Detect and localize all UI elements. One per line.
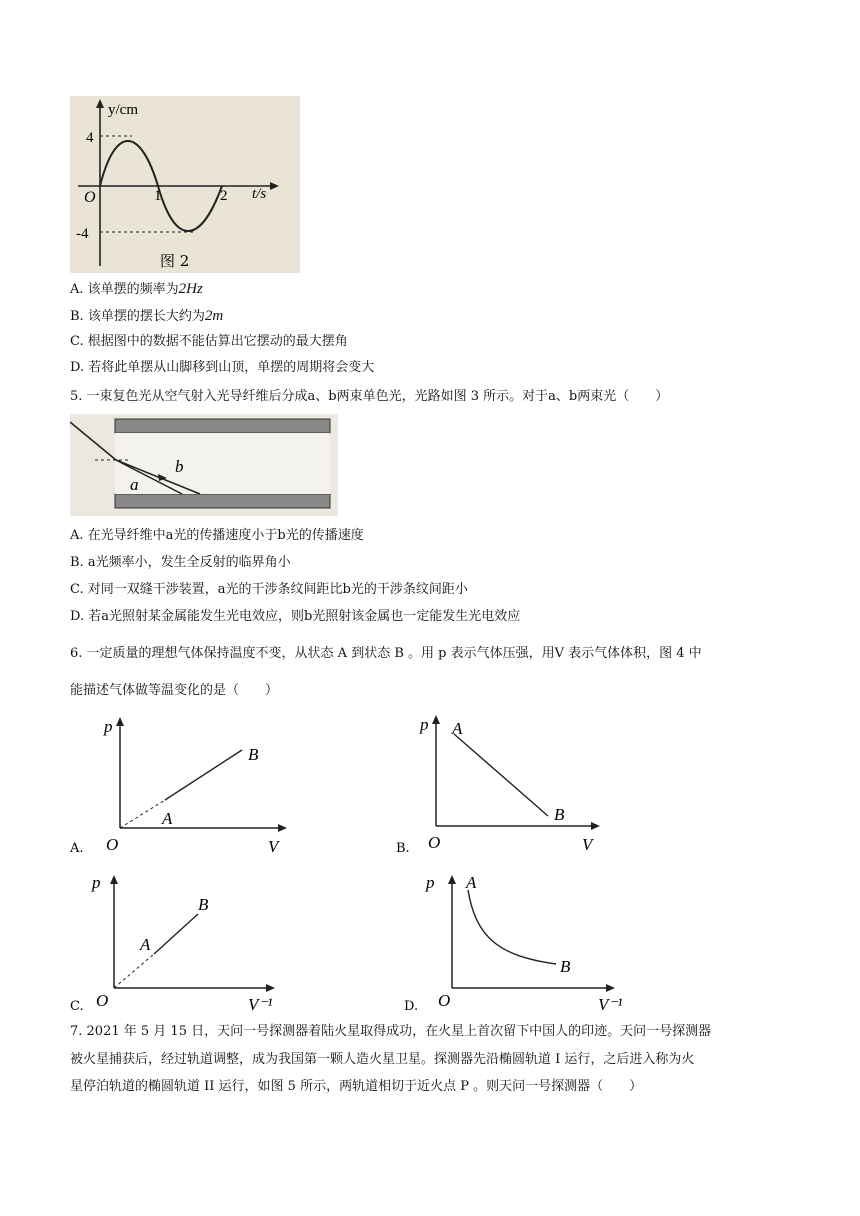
graph-d-origin: O <box>438 991 451 1010</box>
q4-option-a-math: 2Hz <box>178 281 203 297</box>
q7-line1: 7. 2021 年 5 月 15 日，天问一号探测器着陆火星取得成功，在火星上首次留下中国人的印迹。天问一号探测器 <box>70 1024 712 1039</box>
fig3-label-b: b <box>175 457 184 476</box>
graph-b-end: B <box>554 805 565 824</box>
q5-stem: 5. 一束复色光从空气射入光导纤维后分成a、b两束单色光，光路如图 3 所示。对于a、b两束光（ ） <box>70 389 669 404</box>
q5-option-d: D. 若a光照射某金属能发生光电效应，则b光照射该金属也一定能发生光电效应 <box>70 609 521 624</box>
graph-a-origin: O <box>106 835 119 854</box>
q4-option-b: B. 该单摆的摆长大约为2m <box>70 308 224 324</box>
fig2-ytick-neg4: -4 <box>76 226 89 242</box>
fig2-y-label: y/cm <box>108 102 138 118</box>
graph-c-origin: O <box>96 991 109 1010</box>
q5-option-a: A. 在光导纤维中a光的传播速度小于b光的传播速度 <box>70 528 364 543</box>
q4-option-b-math: 2m <box>204 308 224 324</box>
graph-d-y: p <box>426 873 435 892</box>
figure-3 <box>70 414 338 516</box>
graph-b-x: V <box>582 835 593 854</box>
q6-stem-line1: 6. 一定质量的理想气体保持温度不变，从状态 A 到状态 B 。用 p 表示气体压强，用V 表示气体体积，图 4 中 <box>70 646 702 661</box>
graph-c-option: C. <box>70 999 84 1014</box>
fig2-origin: O <box>84 189 96 206</box>
graph-c-end: B <box>198 895 209 914</box>
graph-d-end: B <box>560 957 571 976</box>
q7-line2: 被火星捕获后，经过轨道调整，成为我国第一颗人造火星卫星。探测器先沿椭圆轨道 I 运行，之后进入称为火 <box>70 1052 695 1067</box>
q5-option-b: B. a光频率小，发生全反射的临界角小 <box>70 555 291 570</box>
fig2-x-label: t/s <box>252 186 267 202</box>
graph-b-y: p <box>420 715 429 734</box>
fig2-ytick-4: 4 <box>86 130 94 146</box>
q6-graph-c <box>70 868 310 1014</box>
q4-option-c: C. 根据图中的数据不能估算出它摆动的最大摆角 <box>70 334 348 349</box>
q4-option-a: A. 该单摆的频率为2Hz <box>70 281 203 297</box>
q4-option-d: D. 若将此单摆从山脚移到山顶，单摆的周期将会变大 <box>70 360 375 375</box>
graph-c-y: p <box>92 873 101 892</box>
fig2-xtick-1: 1 <box>154 188 162 204</box>
figure-2 <box>70 96 300 273</box>
fig3-label-a: a <box>130 475 139 494</box>
figure-2-graph <box>70 96 300 273</box>
q6-graph-a <box>70 712 310 856</box>
q6-stem-line2: 能描述气体做等温变化的是（ ） <box>70 683 279 698</box>
graph-a-end: B <box>248 745 259 764</box>
q6-graph-b <box>396 712 636 856</box>
graph-a-start: A <box>162 809 173 828</box>
fig2-caption: 图 2 <box>160 252 190 270</box>
graph-b-origin: O <box>428 833 441 852</box>
graph-b-option: B. <box>396 841 410 856</box>
graph-a-y: p <box>104 717 113 736</box>
q5-option-c: C. 对同一双缝干涉装置，a光的干涉条纹间距比b光的干涉条纹间距小 <box>70 582 468 597</box>
graph-a-option: A. <box>70 841 84 856</box>
fig2-xtick-2: 2 <box>220 188 228 204</box>
q6-graph-d <box>404 868 644 1014</box>
graph-c-start: A <box>140 935 151 954</box>
graph-d-x: V⁻¹ <box>598 995 623 1014</box>
graph-b-start: A <box>452 719 463 738</box>
graph-c-x: V⁻¹ <box>248 995 273 1014</box>
graph-d-option: D. <box>404 999 419 1014</box>
graph-a-x: V <box>268 837 279 856</box>
q7-line3: 星停泊轨道的椭圆轨道 II 运行，如图 5 所示，两轨道相切于近火点 P 。则天问一号探测器（ ） <box>70 1079 643 1094</box>
figure-3-fiber <box>70 414 338 516</box>
graph-d-start: A <box>466 873 477 892</box>
